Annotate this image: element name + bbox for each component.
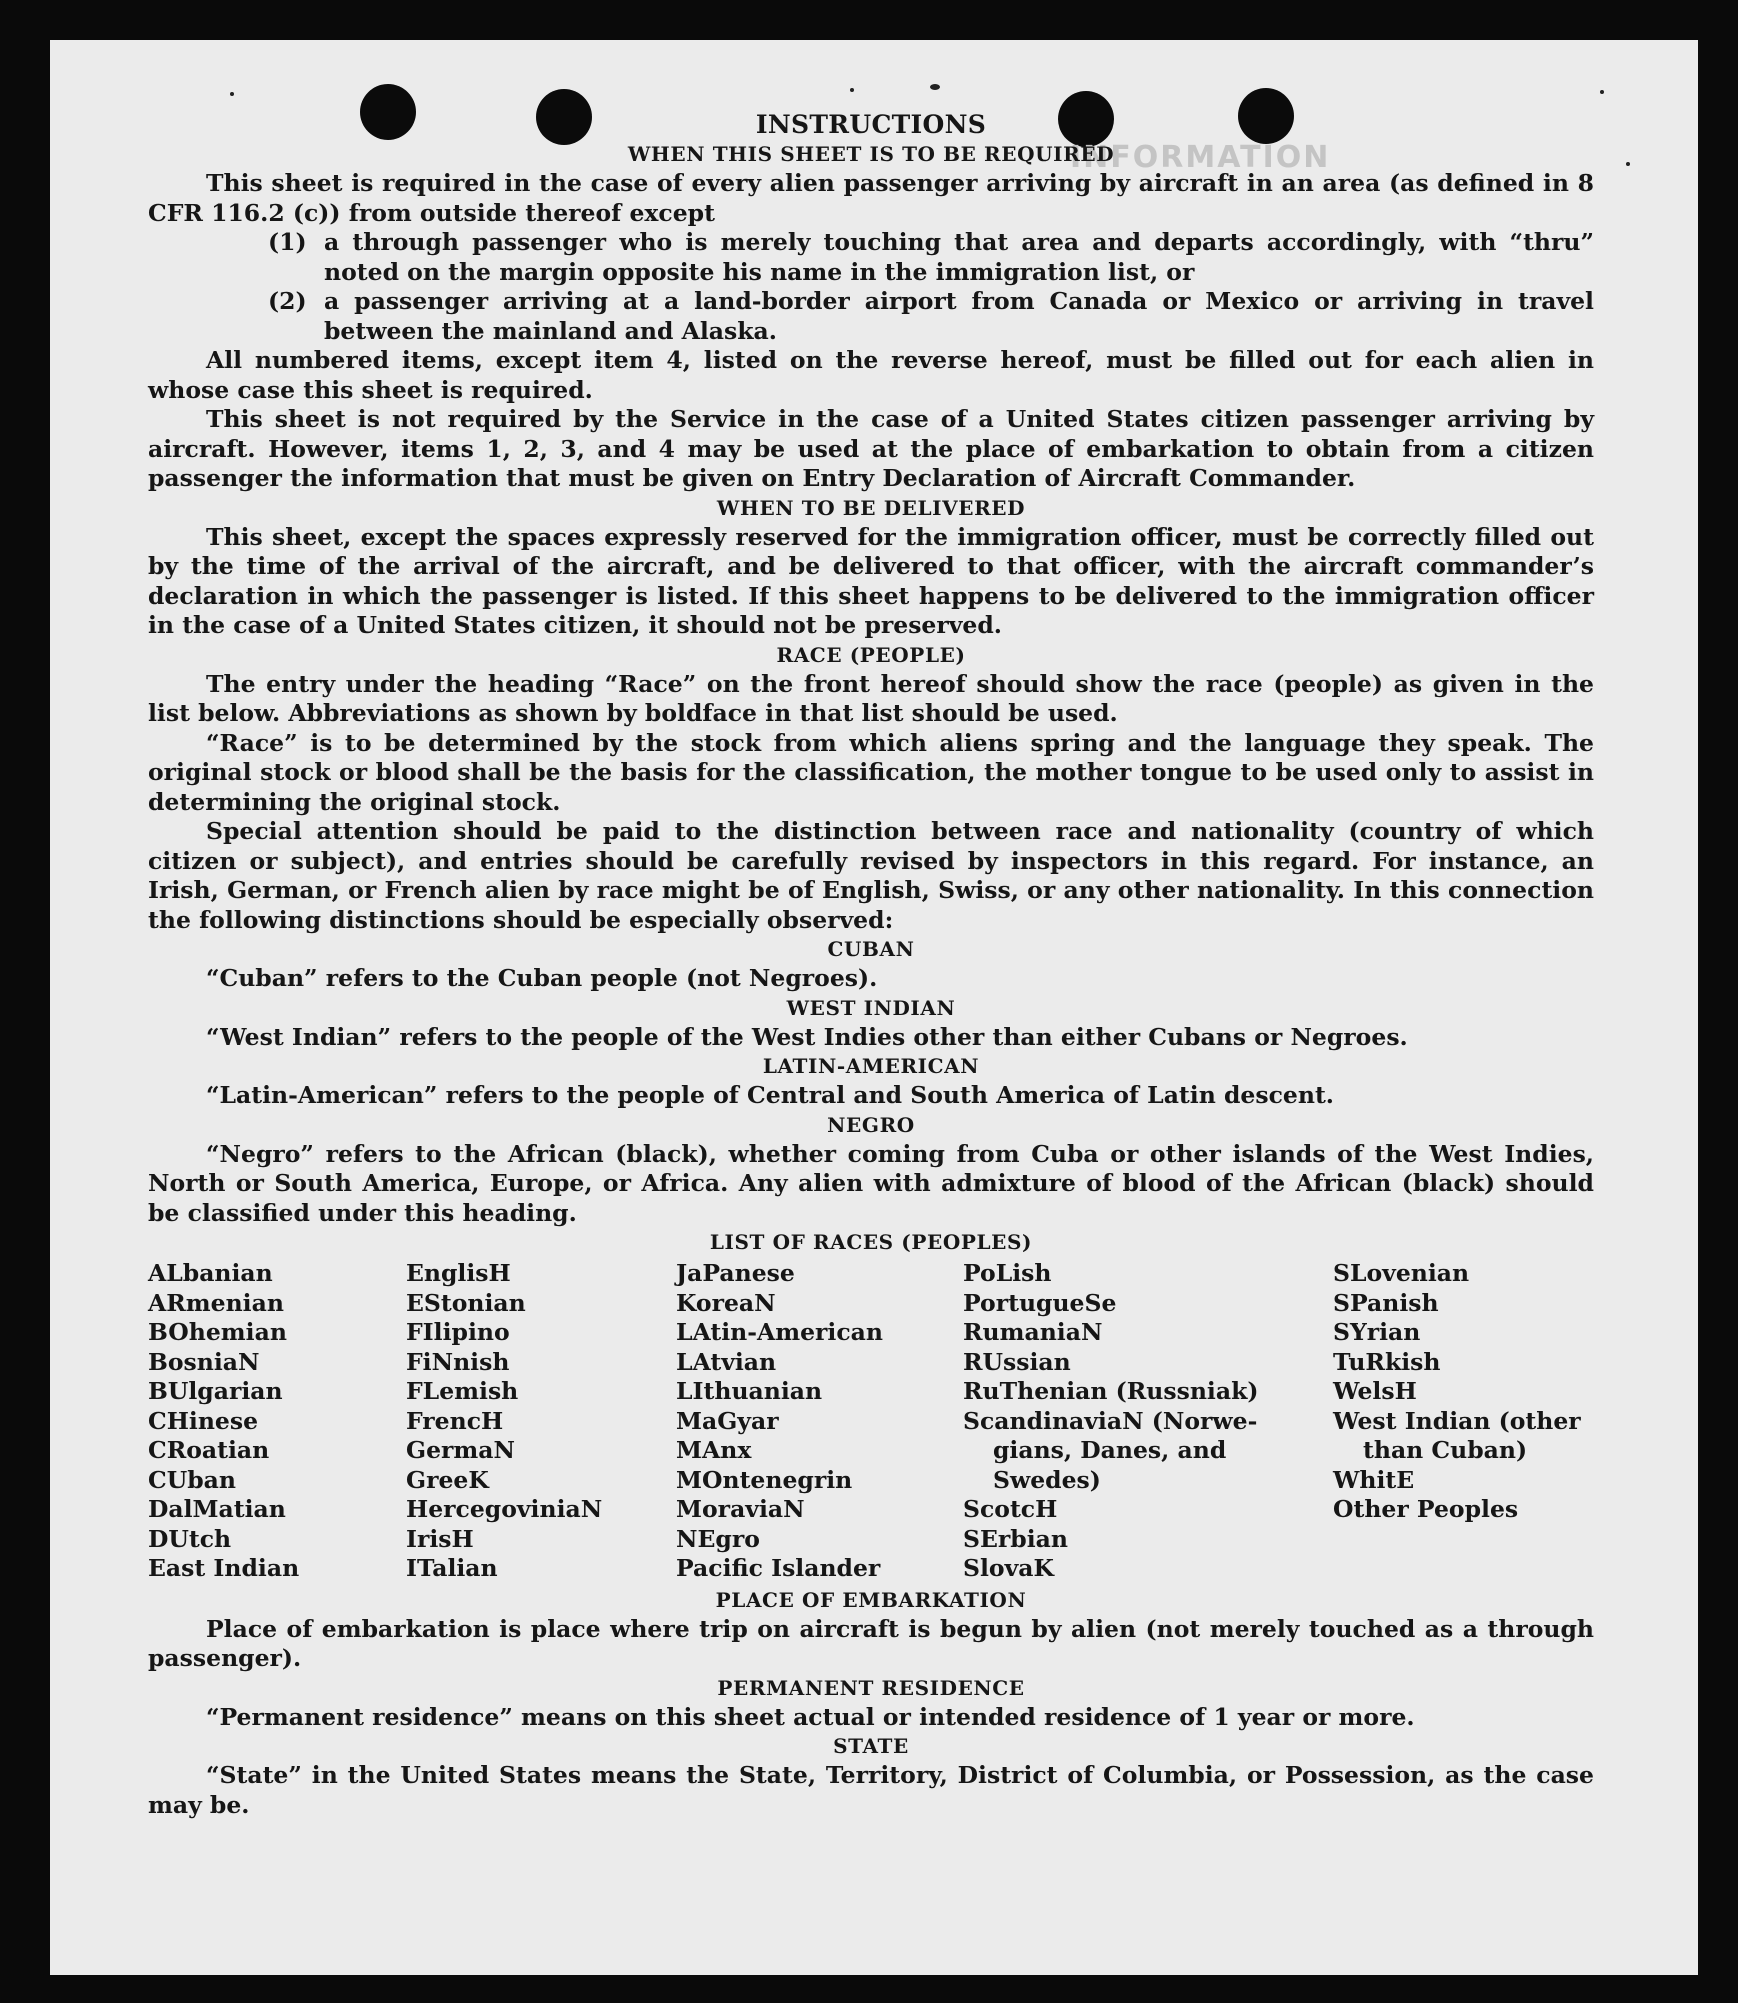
race-entry: SLovenian — [1333, 1259, 1470, 1287]
race-entry: FLemish — [406, 1377, 519, 1405]
race-entry: SPanish — [1333, 1288, 1439, 1317]
race-entry: BOhemian — [148, 1318, 287, 1346]
race-entry: than Cuban) — [1363, 1436, 1528, 1464]
race-column — [676, 1259, 963, 1584]
race-entry: JaPanese — [676, 1259, 795, 1287]
race-entry: BUlgarian — [148, 1377, 283, 1405]
race-entry: RuThenian (Russniak) — [963, 1377, 1259, 1405]
section-heading: WEST INDIAN — [786, 995, 956, 1020]
race-entry: FIlipino — [406, 1318, 510, 1346]
race-column — [148, 1259, 406, 1584]
race-entry: LAtvian — [676, 1347, 777, 1376]
race-column — [1333, 1259, 1594, 1584]
paragraph: This sheet is required in the case of every alien passenger arriving by aircraft in an area (as defined in 8 CFR 116.2 (c)) from outside thereof except — [148, 169, 1594, 227]
race-entry: East Indian — [148, 1554, 300, 1582]
section-heading: RACE (PEOPLE) — [776, 642, 966, 667]
race-entry: HercegoviniaN — [406, 1495, 603, 1523]
race-column — [406, 1259, 676, 1584]
list-item — [148, 228, 1594, 287]
instructions-body — [148, 110, 1594, 1820]
paragraph: Place of embarkation is place where trip on aircraft is begun by alien (not merely touched as a through passenger). — [148, 1614, 1594, 1672]
race-entry: gians, Danes, and — [993, 1436, 1227, 1464]
race-entry: FrencH — [406, 1406, 504, 1435]
section-heading: STATE — [833, 1734, 909, 1758]
race-entry: CHinese — [148, 1406, 259, 1435]
race-entry: KoreaN — [676, 1288, 776, 1317]
paragraph: This sheet, except the spaces expressly reserved for the immigration officer, must be correctly filled out by the time of the arrival of the aircraft, and be delivered to that officer, with the aircraft commander’s declaration in which the passenger is listed. If this sheet happens to be delivered to the immigration officer in the case of a United States citizen, it should not be preserved. — [148, 522, 1594, 639]
race-entry: SErbian — [963, 1524, 1068, 1553]
race-entry: DalMatian — [148, 1495, 286, 1523]
paragraph: Special attention should be paid to the distinction between race and nationality (country of which citizen or subject), and entries should be carefully revised by inspectors in this regard. For instance, an Irish, German, or French alien by race might be of English, Swiss, or any other nationality. In this connection the following distinctions should be especially observed: — [148, 817, 1594, 934]
race-entry: ARmenian — [148, 1288, 284, 1317]
race-entry: GreeK — [406, 1465, 489, 1494]
race-entry: EStonian — [406, 1288, 526, 1317]
speck — [230, 92, 234, 96]
section-heading: PERMANENT RESIDENCE — [717, 1675, 1025, 1700]
paragraph: “Race” is to be determined by the stock from which aliens spring and the language they speak. The original stock or blood shall be the basis for the classification, the mother tongue to be used only to assist in determining the original stock. — [148, 728, 1594, 816]
paragraph: “Cuban” refers to the Cuban people (not Negroes). — [206, 964, 878, 992]
race-entry: RumaniaN — [963, 1318, 1103, 1346]
race-entry: LIthuanian — [676, 1377, 823, 1405]
item-text: a passenger arriving at a land-border airport from Canada or Mexico or arriving in travel between the mainland and Alaska. — [324, 287, 1594, 345]
section-heading: LIST OF RACES (PEOPLES) — [709, 1230, 1033, 1254]
paragraph: The entry under the heading “Race” on the front hereof should show the race (people) as given in the list below. Abbreviations as shown by boldface in that list should be used. — [148, 669, 1594, 727]
list-item — [148, 287, 1594, 346]
race-entry: ITalian — [406, 1554, 498, 1582]
race-entry: CUban — [148, 1465, 236, 1494]
paragraph: “State” in the United States means the State, Territory, District of Columbia, or Possession, as the case may be. — [148, 1761, 1594, 1819]
page-title: INSTRUCTIONS — [755, 110, 987, 139]
paragraph: “West Indian” refers to the people of the West Indies other than either Cubans or Negroes. — [206, 1022, 1408, 1051]
speck — [1626, 162, 1630, 166]
race-entry: MOntenegrin — [676, 1465, 853, 1494]
section-heading: LATIN-AMERICAN — [762, 1054, 980, 1078]
race-entry: RUssian — [963, 1347, 1071, 1376]
race-entry: Pacific Islander — [676, 1554, 881, 1582]
race-entry: Swedes) — [993, 1465, 1101, 1494]
race-entry: SYrian — [1333, 1318, 1421, 1346]
paragraph: “Negro” refers to the African (black), whether coming from Cuba or other islands of the West Indies, North or South America, Europe, or Africa. Any alien with admixture of blood of the African (black) should be classified under this heading. — [148, 1139, 1594, 1227]
race-entry: CRoatian — [148, 1436, 270, 1464]
section-heading: PLACE OF EMBARKATION — [715, 1587, 1027, 1612]
race-entry: SlovaK — [963, 1554, 1054, 1582]
bleed-through-text: INFORMATION — [1070, 140, 1331, 175]
race-entry: PortugueSe — [963, 1288, 1117, 1317]
item-number: (1) — [268, 228, 307, 256]
paragraph: “Permanent residence” means on this sheet actual or intended residence of 1 year or more. — [206, 1702, 1415, 1731]
race-entry: WhitE — [1333, 1465, 1415, 1494]
race-entry: Other Peoples — [1333, 1495, 1519, 1523]
race-entry: West Indian (other — [1333, 1406, 1581, 1435]
race-entry: ScotcH — [963, 1495, 1058, 1523]
race-entry: TuRkish — [1333, 1347, 1441, 1376]
race-entry: DUtch — [148, 1524, 232, 1553]
paragraph: “Latin-American” refers to the people of Central and South America of Latin descent. — [206, 1081, 1334, 1109]
race-entry: ALbanian — [148, 1259, 273, 1287]
section-heading: CUBAN — [827, 937, 915, 961]
race-entry: ScandinaviaN (Norwe- — [963, 1406, 1258, 1435]
race-entry: FiNnish — [406, 1347, 510, 1376]
race-entry: WelsH — [1333, 1377, 1417, 1405]
race-entry: IrisH — [406, 1524, 474, 1553]
race-entry: GermaN — [406, 1436, 515, 1464]
speck — [930, 84, 940, 90]
race-entry: LAtin-American — [676, 1318, 883, 1346]
item-number: (2) — [268, 287, 307, 315]
race-entry: NEgro — [676, 1524, 760, 1553]
section-heading: WHEN THIS SHEET IS TO BE REQUIRED — [627, 142, 1115, 166]
race-entry: MaGyar — [676, 1406, 779, 1435]
race-list — [148, 1259, 1594, 1584]
item-text: a through passenger who is merely touching that area and departs accordingly, with “thru” noted on the margin opposite his name in the immigration list, or — [324, 228, 1594, 286]
race-entry: BosniaN — [148, 1347, 260, 1376]
paragraph: This sheet is not required by the Service in the case of a United States citizen passenger arriving by aircraft. However, items 1, 2, 3, and 4 may be used at the place of embarkation to obtain from a citizen passenger the information that must be given on Entry Declaration of Aircraft Commander. — [148, 405, 1594, 492]
section-heading: WHEN TO BE DELIVERED — [716, 495, 1026, 520]
paragraph: All numbered items, except item 4, listed on the reverse hereof, must be filled out for each alien in whose case this sheet is required. — [148, 346, 1594, 404]
race-column — [963, 1259, 1333, 1584]
speck — [850, 88, 854, 92]
race-entry: EnglisH — [406, 1259, 511, 1287]
race-entry: MoraviaN — [676, 1495, 805, 1523]
section-heading: NEGRO — [827, 1112, 915, 1137]
race-entry: MAnx — [676, 1436, 752, 1464]
race-entry: PoLish — [963, 1259, 1052, 1287]
speck — [1600, 90, 1604, 94]
